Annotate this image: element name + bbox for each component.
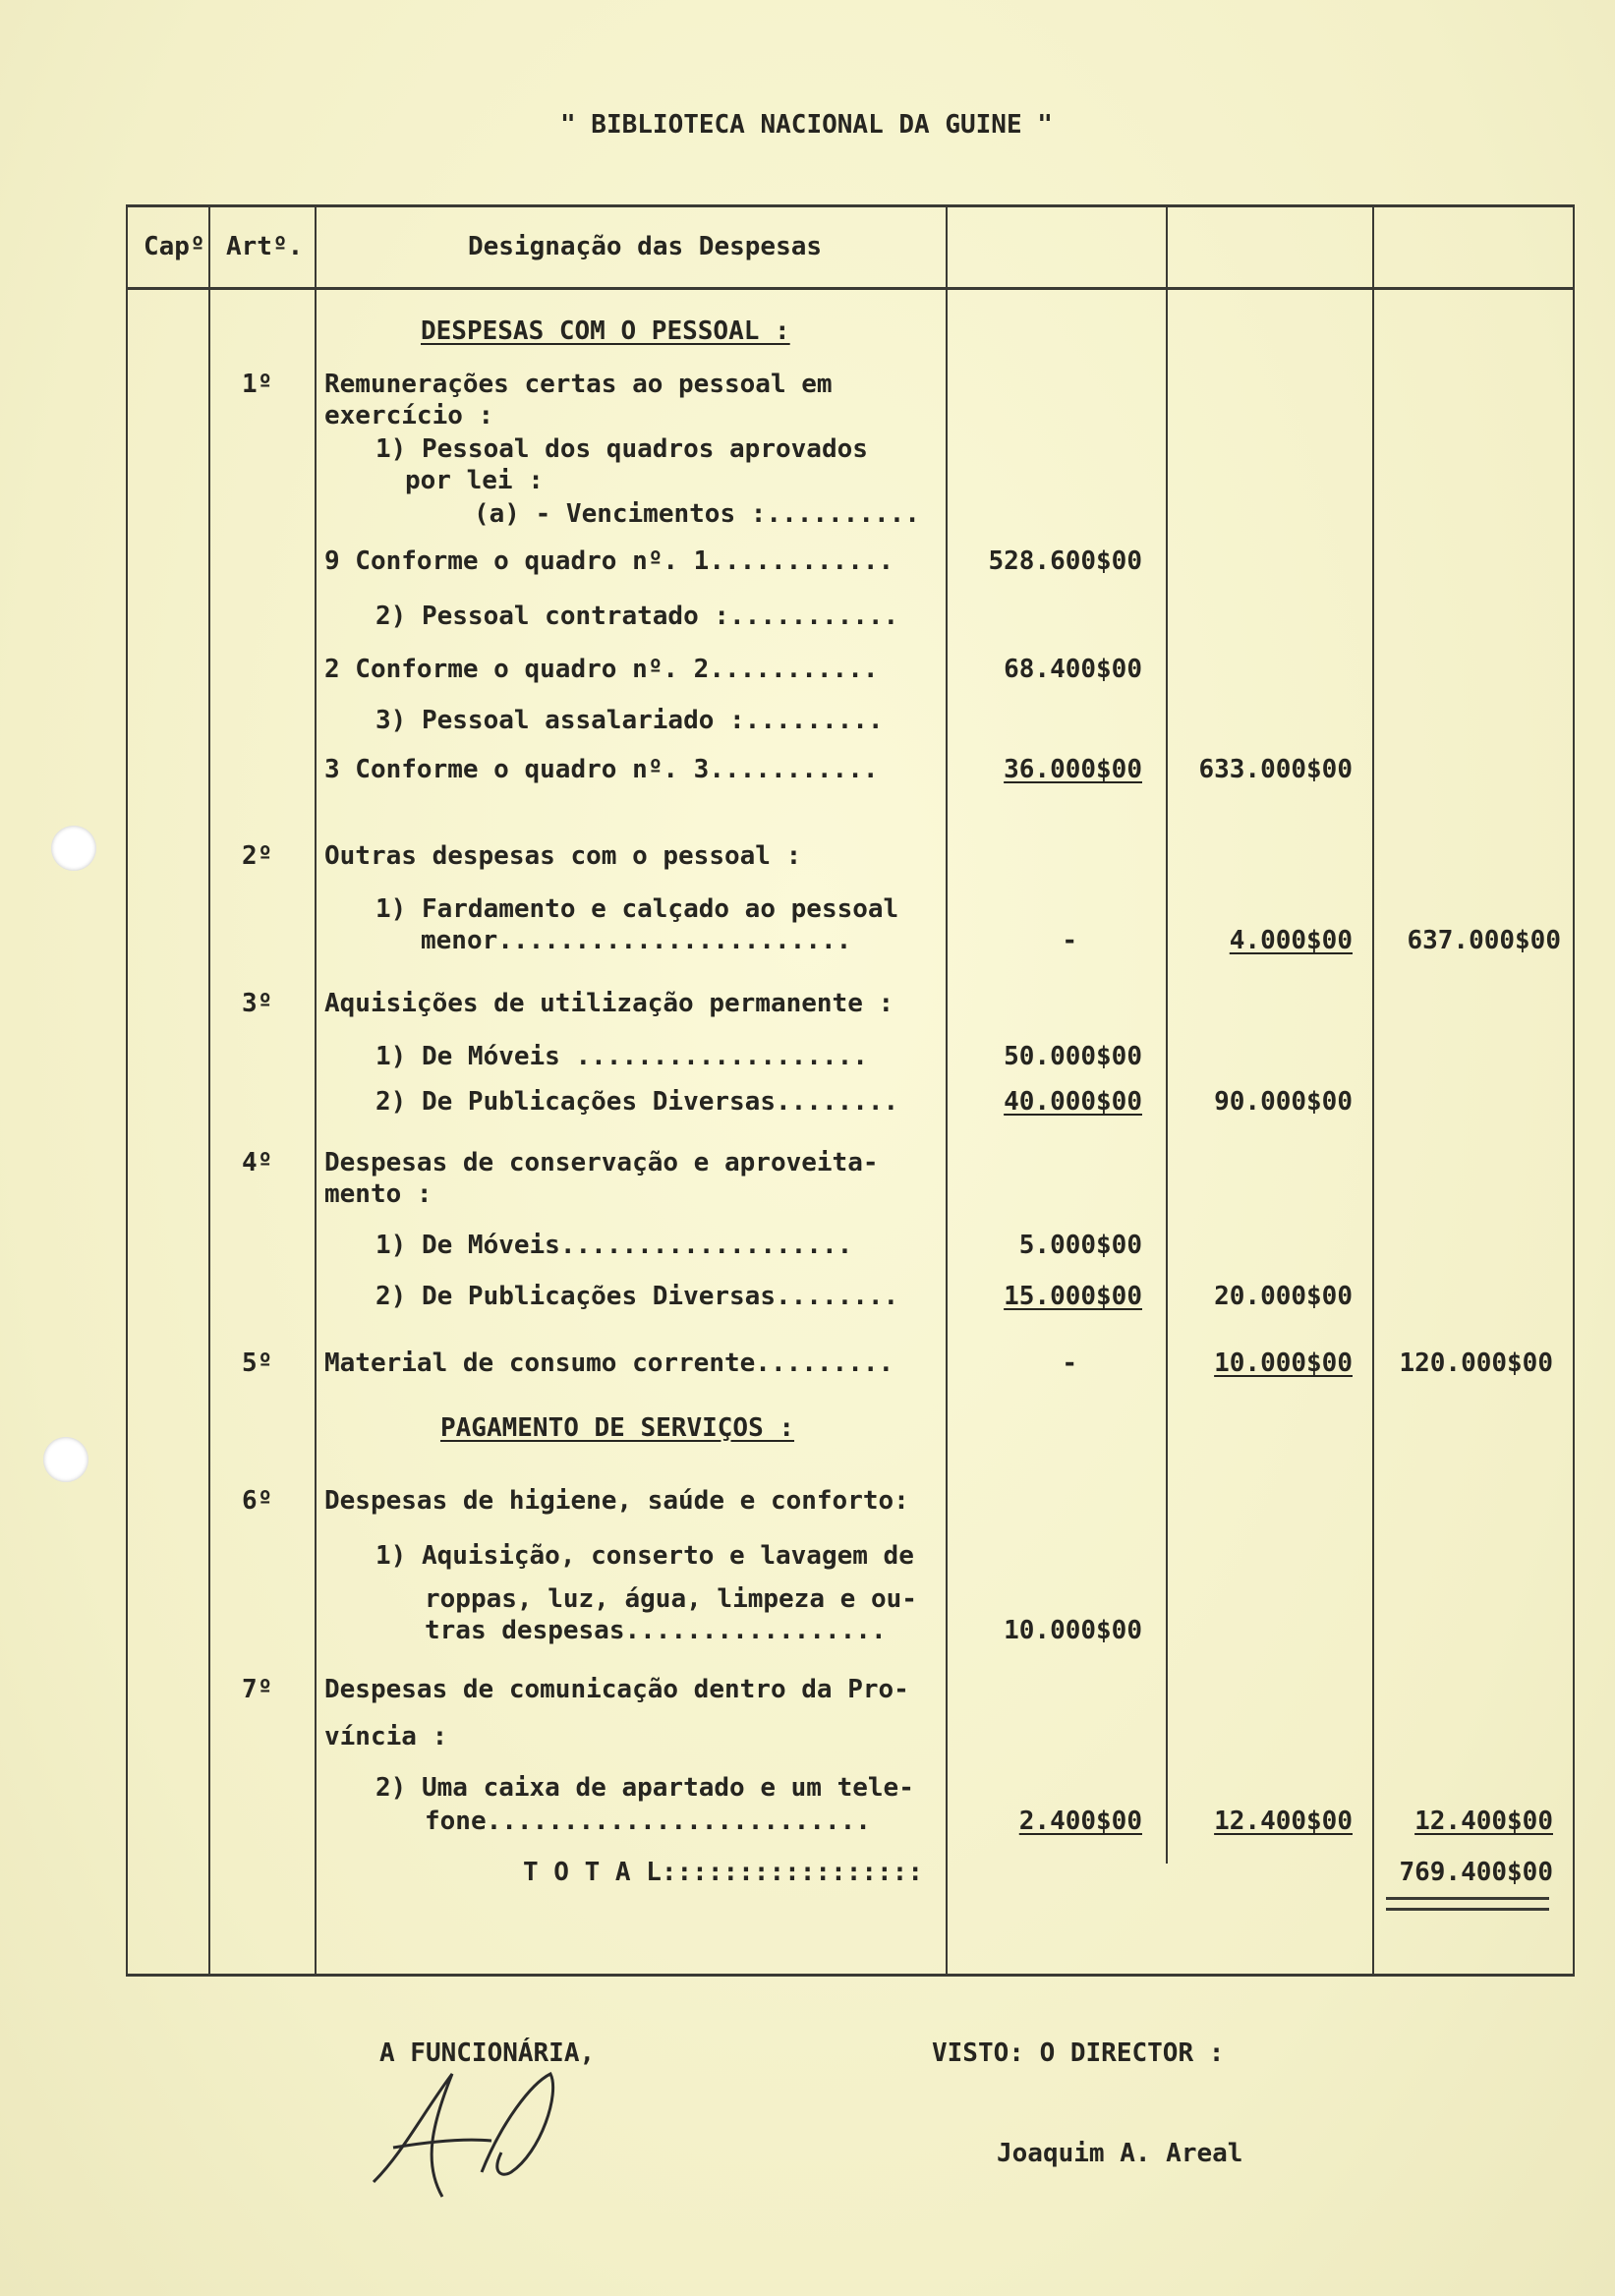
art-number: 2º	[242, 841, 273, 871]
row-text: Despesas de conservação e aproveita-	[324, 1148, 879, 1177]
total-value: 769.400$00	[1399, 1858, 1553, 1887]
amount-c2: 4.000$00	[1229, 926, 1353, 955]
amount-c2: 10.000$00	[1214, 1349, 1353, 1378]
row-text: por lei :	[405, 466, 544, 495]
section-servicos: PAGAMENTO DE SERVIÇOS :	[440, 1413, 795, 1443]
row-text: roppas, luz, água, limpeza e ou-	[425, 1584, 917, 1614]
amount-c1: -	[1062, 1349, 1077, 1378]
amount-c1: -	[1062, 926, 1077, 955]
row-text: exercício :	[324, 401, 494, 430]
header-bottom-border	[126, 287, 1575, 290]
row-text: 2 Conforme o quadro nº. 2...........	[324, 655, 879, 684]
col-border-c2	[1372, 204, 1374, 1976]
row-text: 2) Pessoal contratado :...........	[375, 602, 899, 631]
row-text: Aquisições de utilização permanente :	[324, 989, 894, 1018]
col-border-designacao	[946, 204, 948, 1976]
amount-c2: 20.000$00	[1214, 1282, 1353, 1311]
header-cap: Capº	[144, 232, 205, 261]
amount-c1: 36.000$00	[1004, 755, 1142, 784]
row-text: 3) Pessoal assalariado :.........	[375, 706, 884, 735]
col-border-cap	[208, 204, 210, 1976]
amount-c2: 12.400$00	[1214, 1807, 1353, 1836]
row-text: 1) De Móveis...................	[375, 1231, 853, 1260]
total-label: T O T A L:::::::::::::::::	[523, 1858, 923, 1887]
punch-hole-top	[51, 826, 96, 871]
row-text: 9 Conforme o quadro nº. 1............	[324, 546, 894, 576]
table-bottom-border	[126, 1974, 1575, 1977]
amount-c2: 90.000$00	[1214, 1087, 1353, 1117]
funcionaria-label: A FUNCIONÁRIA,	[379, 2038, 596, 2068]
row-text: mento :	[324, 1179, 433, 1209]
art-number: 7º	[242, 1675, 273, 1704]
amount-c3: 637.000$00	[1407, 926, 1561, 955]
row-text: Despesas de higiene, saúde e conforto:	[324, 1486, 909, 1516]
punch-hole-bottom	[43, 1437, 88, 1482]
row-text: menor.......................	[421, 926, 852, 955]
row-text: tras despesas.................	[425, 1616, 887, 1645]
row-text: 2) De Publicações Diversas........	[375, 1087, 899, 1117]
row-text: Material de consumo corrente.........	[324, 1349, 894, 1378]
amount-c2: 633.000$00	[1198, 755, 1353, 784]
amount-c1: 528.600$00	[988, 546, 1142, 576]
row-text: 2) De Publicações Diversas........	[375, 1282, 899, 1311]
amount-c3: 120.000$00	[1399, 1349, 1553, 1378]
art-number: 5º	[242, 1349, 273, 1378]
col-border-c1	[1166, 204, 1168, 1864]
header-art: Artº.	[226, 232, 304, 261]
header-designacao: Designação das Despesas	[468, 232, 823, 261]
row-text: Remunerações certas ao pessoal em	[324, 370, 833, 399]
director-label: VISTO: O DIRECTOR :	[932, 2038, 1225, 2068]
col-border-art	[315, 204, 317, 1976]
amount-c1: 5.000$00	[1018, 1231, 1142, 1260]
row-text: (a) - Vencimentos :..........	[474, 499, 920, 529]
amount-c1: 10.000$00	[1004, 1616, 1142, 1645]
row-text: 1) Fardamento e calçado ao pessoal	[375, 894, 899, 924]
row-text: 2) Uma caixa de apartado e um tele-	[375, 1773, 914, 1803]
row-text: 3 Conforme o quadro nº. 3...........	[324, 755, 879, 784]
row-text: Outras despesas com o pessoal :	[324, 841, 802, 871]
row-text: Despesas de comunicação dentro da Pro-	[324, 1675, 909, 1704]
amount-c1: 2.400$00	[1018, 1807, 1142, 1836]
col-border-right	[1573, 204, 1575, 1976]
document-title: " BIBLIOTECA NACIONAL DA GUINE "	[560, 110, 1053, 140]
art-number: 1º	[242, 370, 273, 399]
amount-c1: 15.000$00	[1004, 1282, 1142, 1311]
row-text: 1) Pessoal dos quadros aprovados	[375, 434, 868, 464]
amount-c1: 50.000$00	[1004, 1042, 1142, 1071]
handwritten-signature	[364, 2054, 600, 2211]
art-number: 4º	[242, 1148, 273, 1177]
col-border-left	[126, 204, 128, 1976]
table-top-border	[126, 204, 1575, 207]
art-number: 6º	[242, 1486, 273, 1516]
row-text: víncia :	[324, 1722, 448, 1751]
total-double-underline	[1386, 1897, 1549, 1911]
row-text: 1) Aquisição, conserto e lavagem de	[375, 1541, 914, 1571]
director-name: Joaquim A. Areal	[997, 2139, 1243, 2168]
art-number: 3º	[242, 989, 273, 1018]
row-text: 1) De Móveis ...................	[375, 1042, 868, 1071]
amount-c3: 12.400$00	[1414, 1807, 1553, 1836]
amount-c1: 40.000$00	[1004, 1087, 1142, 1117]
row-text: fone.........................	[425, 1807, 871, 1836]
amount-c1: 68.400$00	[1004, 655, 1142, 684]
section-pessoal: DESPESAS COM O PESSOAL :	[421, 316, 790, 346]
